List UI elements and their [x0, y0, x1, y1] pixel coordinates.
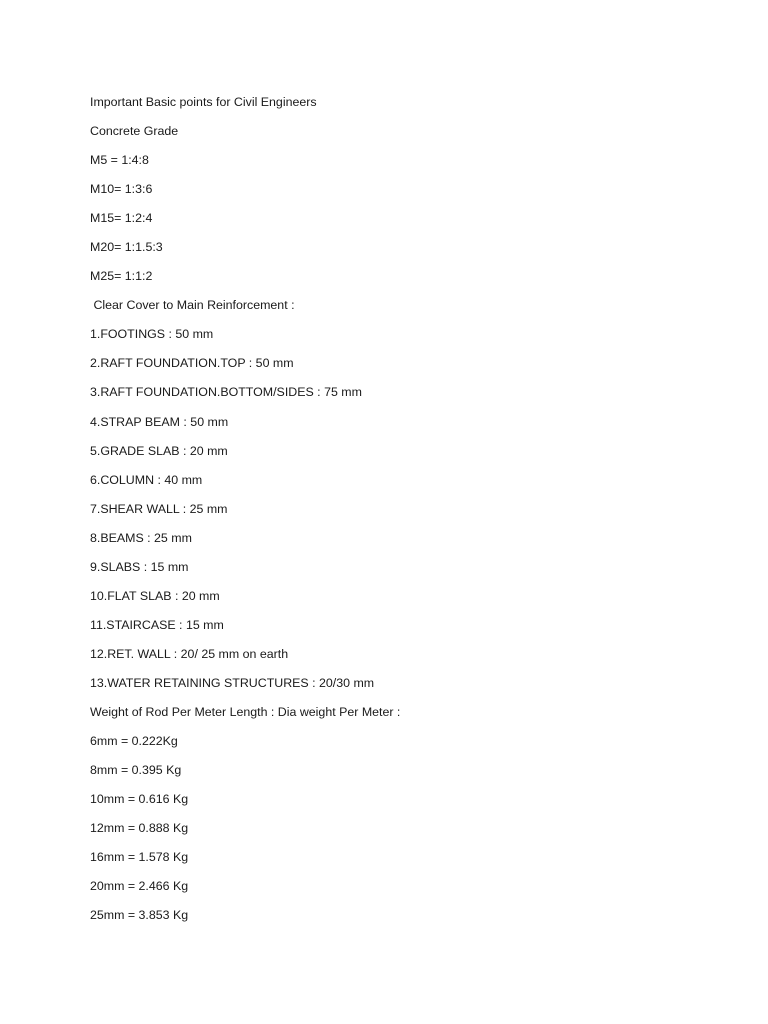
text-line: 4.STRAP BEAM : 50 mm [90, 414, 229, 429]
text-line: 7.SHEAR WALL : 25 mm [90, 501, 228, 516]
text-line: 20mm = 2.466 Kg [90, 879, 189, 894]
text-line: 8mm = 0.395 Kg [90, 763, 182, 778]
text-line: M20= 1:1.5:3 [90, 240, 163, 255]
text-line: 9.SLABS : 15 mm [90, 559, 189, 574]
text-line: 13.WATER RETAINING STRUCTURES : 20/30 mm [90, 675, 375, 690]
text-line: 5.GRADE SLAB : 20 mm [90, 443, 228, 458]
document-title: Important Basic points for Civil Engineers [90, 95, 317, 109]
text-line: M15= 1:2:4 [90, 211, 153, 226]
text-line: 6.COLUMN : 40 mm [90, 472, 203, 487]
text-line: 1.FOOTINGS : 50 mm [90, 327, 214, 342]
section-heading-concrete-grade: Concrete Grade [90, 124, 179, 139]
text-line: 10.FLAT SLAB : 20 mm [90, 588, 220, 603]
text-line: 16mm = 1.578 Kg [90, 850, 189, 865]
text-line: 2.RAFT FOUNDATION.TOP : 50 mm [90, 356, 294, 371]
text-line: 6mm = 0.222Kg [90, 734, 178, 749]
text-line: M5 = 1:4:8 [90, 153, 149, 168]
section-heading-clear-cover: Clear Cover to Main Reinforcement : [90, 298, 295, 313]
text-line: 25mm = 3.853 Kg [90, 908, 189, 923]
text-line: M25= 1:1:2 [90, 269, 153, 284]
text-line: 12mm = 0.888 Kg [90, 821, 189, 836]
section-heading-rod-weight: Weight of Rod Per Meter Length : Dia weight Per Meter : [90, 704, 401, 719]
document-body [90, 92, 400, 934]
text-line: 3.RAFT FOUNDATION.BOTTOM/SIDES : 75 mm [90, 385, 362, 400]
text-line: 10mm = 0.616 Kg [90, 792, 189, 807]
text-line: 11.STAIRCASE : 15 mm [90, 617, 224, 632]
text-line: 12.RET. WALL : 20/ 25 mm on earth [90, 646, 289, 661]
text-line: 8.BEAMS : 25 mm [90, 530, 192, 545]
text-line: M10= 1:3:6 [90, 182, 153, 197]
